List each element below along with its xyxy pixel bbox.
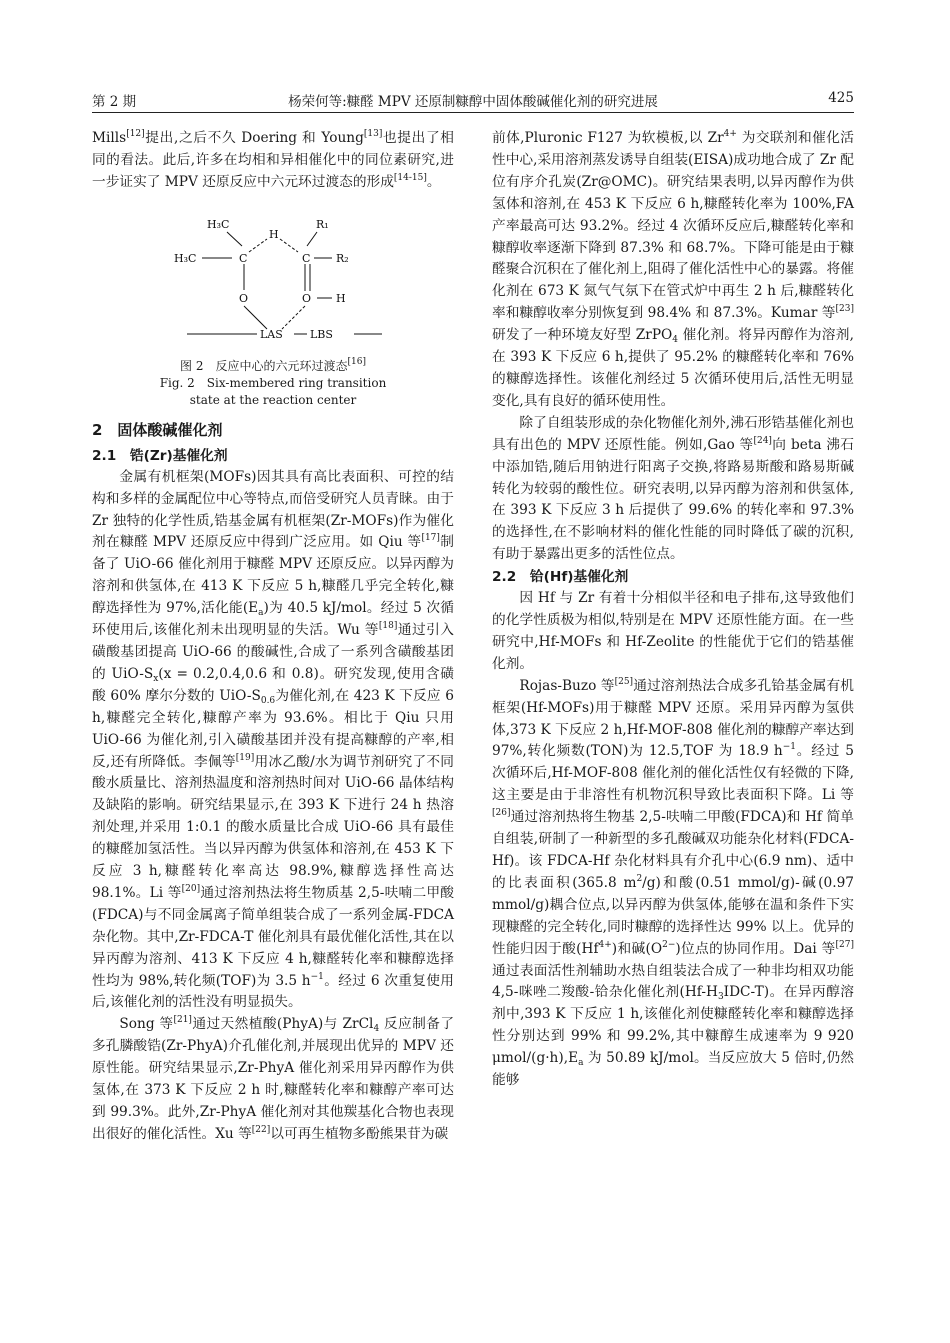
methyl-left-label: H₃C (174, 251, 197, 265)
running-title: 杨荣何等:糠醛 MPV 还原制糠醇中固体酸碱催化剂的研究进展 (288, 94, 658, 110)
caption-en-line2: state at the reaction center (189, 392, 357, 407)
zeolite-paragraph: 除了自组装形成的杂化物催化剂外,沸石形锆基催化剂也具有出色的 MPV 还原性能。例如,Gao 等[24]向 beta 沸石中添加锆,随后用钠进行阳离子交换,将路易斯酸和路易斯碱转化为较弱的酸性位。研究表明,以异丙醇为溶剂和供氢体,在 393 K 下反应 3 h 后提供了 99.6% 的转化率和 97.3% 的选择性,在不影响材料的催化性能的同时降低了碳的沉积,有助于暴露出更多的活性位点。 (492, 414, 854, 563)
section-2-1-heading: 2.1 锆(Zr)基催化剂 (92, 447, 228, 464)
intro-paragraph: Mills[12]提出,之后不久 Doering 和 Young[13]也提出了相同的看法。此后,许多在均相和异相催化中的同位素研究,进一步证实了 MPV 还原反应中六元环过渡态的形成[14-15]。 (92, 129, 454, 190)
caption-en-line1: Fig. 2 Six-membered ring transition (159, 375, 387, 390)
figure-caption: 图 2 反应中心的六元环过渡态[16] Fig. 2 Six-membered ring transition state at the reaction center (92, 358, 454, 409)
right-column (492, 128, 854, 1092)
oxygen-2-label: O (302, 291, 312, 305)
carbon-1-label: C (239, 251, 248, 265)
page-number: 425 (828, 90, 854, 106)
lbs-label: LBS (310, 327, 333, 341)
six-membered-ring-diagram (92, 194, 454, 356)
zr-mof-paragraph: 金属有机框架(MOFs)因其具有高比表面积、可控的结构和多样的金属配位中心等特点,而倍受研究人员青睐。由于 Zr 独特的化学性质,锆基金属有机框架(Zr-MOFs)作为催化剂在糠醛 MPV 还原反应中得到广泛应用。如 Qiu 等[17]制备了 UiO-66 催化剂用于糠醛 MPV 还原反应。以异丙醇为溶剂和供氢体,在 413 K 下反应 5 h,糠醛几乎完全转化,糠醇选择性为 97%,活化能$(E_a)$为 40.5 kJ/mol。经过 5 次循环使用后,该催化剂未出现明显的失活。Wu 等[18]通过引入磺酸基团提高 UiO-66 的酸碱性,合成了一系列含磺酸基团的 UiO-$S_x(x = 0.2,0.4,0.6$ 和 0.8)。研究发现,使用含磺酸 60% 摩尔分数的 UiO-$S_{0.6}$为催化剂,在 423 K 下反应 6 h,糠醛完全转化,糠醇产率为 93.6%。相比于 Qiu 只用 UiO-66 为催化剂,引入磺酸基团并没有提高糠醇的产率,相反,还有所降低。李佩等[19]用冰乙酸/水为调节剂研究了不同酸水质量比、溶剂热温度和溶剂热时间对 UiO-66 晶体结构及缺陷的影响。研究结果显示,在 393 K 下进行 24 h 热溶剂处理,并采用 1:0.1 的酸水质量比合成 UiO-66 具有最佳的糠醛加氢活性。当以异丙醇为供氢体和溶剂,在 453 K 下反应 3 h,糠醛转化率高达 98.9%,糠醇选择性高达 98.1%。Li 等[20]通过溶剂热法将生物质基 2,5-呋喃二甲酸(FDCA)与不同金属离子简单组装合成了一系列金属-FDCA 杂化物。其中,Zr-FDCA-T 催化剂具有最优催化活性,其在以异丙醇为溶剂、413 K 下反应 4 h,糠醛转化率和糠醇选择性均为 98%,转化频(TOF)为 3.5 $h^{-1}$。经过 6 次重复使用后,该催化剂的活性没有明显损失。 (92, 468, 454, 1011)
r2-label: R₂ (336, 251, 349, 265)
zr-phya-paragraph: Song 等[21]通过天然植酸(PhyA)与 ZrCl$_4$ 反应制备了多孔膦酸锆(Zr-PhyA)介孔催化剂,并展现出优异的 MPV 还原性能。研究结果显示,Zr-PhyA 催化剂采用异丙醇作为供氢体,在 373 K 下反应 2 h 时,糠醛转化率和糠醇产率可达到 99.3%。此外,Zr-PhyA 催化剂对其他羰基化合物也表现出很好的催化活性。Xu 等[22]以可再生植物多酚熊果苷为碳 (92, 1015, 455, 1142)
hf-mof-paragraph: Rojas-Buzo 等[25]通过溶剂热法合成多孔铪基金属有机框架(Hf-MOFs)用于糠醛 MPV 还原。采用异丙醇为氢供体,373 K 下反应 2 h,Hf-MOF-808 催化剂的糠醇产率达到 97%,转化频数(TON)为 12.5,TOF 为 18.9 $h^{-1}$。经过 5 次循环后,Hf-MOF-808 催化剂的催化活性仅有轻微的下降,这主要是由于非溶性有机物沉积导致比表面积下降。Li 等[26]通过溶剂热将生物基 2,5-呋喃二甲酸(FDCA)和 Hf 简单自组装,研制了一种新型的多孔酸碱双功能杂化材料(FDCA-Hf)。该 FDCA-Hf 杂化材料具有介孔中心(6.9 nm)、适中的比表面积(365.8 $m^2/g$)和酸(0.51 mmol/g)-碱(0.97 mmol/g)耦合位点,以异丙醇为供氢体,能够在温和条件下实现糠醛的完全转化,同时糠醇的选择性达 99% 以上。优异的性能归因于酸$(Hf^{4+})$和碱$(O^{2-})$位点的协同作用。Dai 等[27]通过表面活性剂辅助水热自组装法合成了一种非均相双功能 4,5-咪唑二羧酸-铪杂化催化剂$(Hf-H_3IDC-T)$。在异丙醇溶剂中,393 K 下反应 1 h,该催化剂使糠醛转化率和糠醇选择性分别达到 99% 和 99.2%,其中糠醇生成速率为 9 920 μmol/$(g\cdot h),E_a$ 为 50.89 kJ/mol。当反应放大 5 倍时,仍然能够 (492, 676, 855, 1089)
caption-cn: 图 2 反应中心的六元环过渡态 (180, 358, 348, 373)
r1-label: R₁ (316, 217, 329, 231)
oxygen-1-label: O (239, 291, 249, 305)
carbon-2-label: C (302, 251, 311, 265)
proton-label: H (336, 291, 346, 305)
transition-state-figure (92, 194, 454, 356)
las-label: LAS (260, 327, 283, 341)
left-column (92, 128, 454, 1146)
section-2-heading: 2 固体酸碱催化剂 (92, 420, 223, 439)
issue-number: 第 2 期 (92, 94, 137, 110)
running-header (92, 88, 854, 113)
hydride-label: H (269, 227, 279, 241)
section-2-2-heading: 2.2 铪(Hf)基催化剂 (492, 569, 629, 586)
methyl-top-label: H₃C (207, 217, 230, 231)
hf-intro-paragraph: 因 Hf 与 Zr 有着十分相似半径和电子排布,这导致他们的化学性质极为相似,特别是在 MPV 还原性能方面。在一些研究中,Hf-MOFs 和 Hf-Zeolite 的性能优于它们的锆基催化剂。 (492, 590, 854, 672)
zr-omc-paragraph: 前体,Pluronic F127 为软模板,以 $Zr^{4+}$ 为交联剂和催化活性中心,采用溶剂蒸发诱导自组装(EISA)成功地合成了 Zr 配位有序介孔炭(Zr@OMC)。研究结果表明,以异丙醇作为供氢体和溶剂,在 453 K 下反应 6 h,糠醛转化率为 100%,FA 产率最高可达 93.2%。经过 4 次循环反应后,糠醛转化率和糠醇收率逐渐下降到 87.3% 和 68.7%。下降可能是由于糠醛聚合沉积在了催化剂上,阻碍了催化活性中心的暴露。将催化剂在 673 K 氮气气氛下在管式炉中再生 2 h 后,糠醛转化率和糠醇收率分别恢复到 98.4% 和 87.3%。Kumar 等[23]研发了一种环境友好型 ZrPO$_4$ 催化剂。将异丙醇作为溶剂,在 393 K 下反应 6 h,提供了 95.2% 的糠醛转化率和 76% 的糠醇选择性。该催化剂经过 5 次循环使用后,活性无明显变化,具有良好的循环使用性。 (492, 129, 854, 409)
